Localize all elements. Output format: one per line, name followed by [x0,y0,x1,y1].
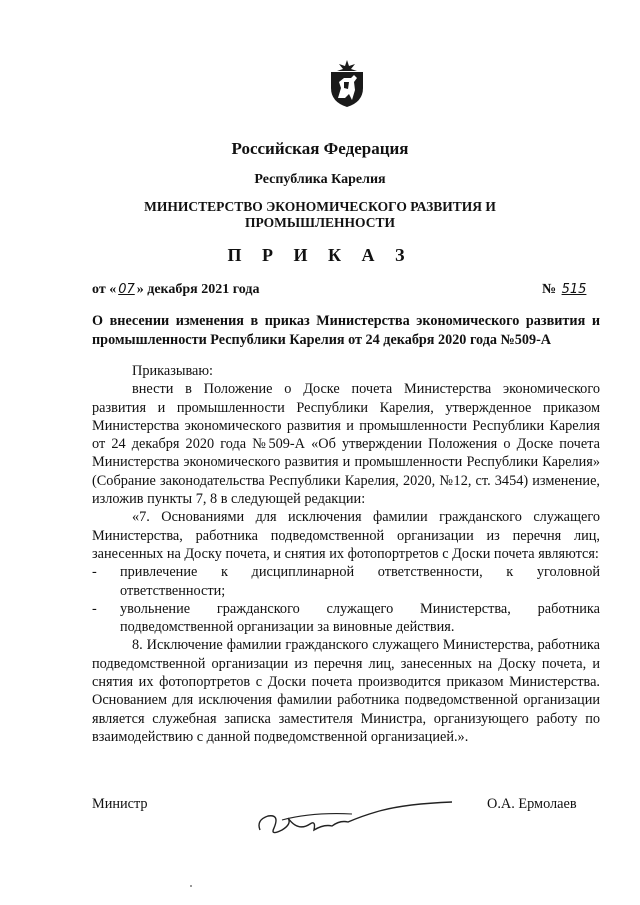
number-value: 515 [561,282,587,297]
paragraph-1: внести в Положение о Доске почета Министерства экономического развития и промышленности Республики Карелия, утвержденное приказом Министерства экономического развития и промышленности Республики Карелия от 24 декабря 2020 года №509-А «Об утверждении Положения о Доске почета Министерства экономического развития и промышленности Республики Карелия» (Собрание законодательства Республики Карелия, 2020, №12, ст. 3454) изменение, изложив пункты 7, 8 в следующей редакции: [92,381,600,508]
list-item-text: увольнение гражданского служащего Министерства, работника подведомственной организации за виновные действия. [120,600,600,636]
dash-marker: - [92,600,97,617]
karelia-emblem-icon [327,58,367,108]
republic-name: Республика Карелия [254,172,386,187]
date-suffix: » декабря 2021 года [136,282,260,297]
list-item [92,600,600,637]
signatory-role: Министр [92,796,148,812]
ministry-name-line1: МИНИСТЕРСТВО ЭКОНОМИЧЕСКОГО РАЗВИТИЯ И [144,199,496,214]
signatory-name: О.А. Ермолаев [487,796,577,812]
ministry-name-line2: ПРОМЫШЛЕННОСТИ [245,215,395,230]
list-item-text: привлечение к дисциплинарной ответственности, к уголовной ответственности; [120,564,600,599]
date-day: 07 [118,282,135,297]
country-name: Российская Федерация [231,139,409,158]
date-prefix: от « [92,282,117,297]
order-subject: О внесении изменения в приказ Министерства экономического развития и промышленности Республики Карелия от 24 декабря 2020 года №509-А [92,313,600,348]
document-type: П Р И К А З [227,245,413,265]
order-number [542,282,588,298]
list-item [92,563,600,600]
order-word: Приказываю: [132,363,214,379]
order-body [92,362,600,746]
number-prefix: № [542,282,557,297]
paragraph-2: «7. Основаниями для исключения фамилии гражданского служащего Министерства, работника подведомственной организации из перечня лиц, занесенных на Доску почета, и снятия их фотопортретов с Доски почета являются: [92,509,600,562]
ministry-name [0,199,640,231]
scan-speck [190,885,192,887]
handwritten-signature-icon [252,790,462,845]
order-date [92,282,259,298]
paragraph-3: 8. Исключение фамилии гражданского служащего Министерства, работника подведомственной организации из перечня лиц, занесенных на Доску почета, и снятия их фотопортретов с Доски почета производится приказом Министерства. Основанием для исключения фамилии работника подведомственной организации является служебная записка заместителя Министра, организующего работу по взаимодействию с данной подведомственной организацией.». [92,637,600,745]
dash-marker: - [92,564,97,581]
